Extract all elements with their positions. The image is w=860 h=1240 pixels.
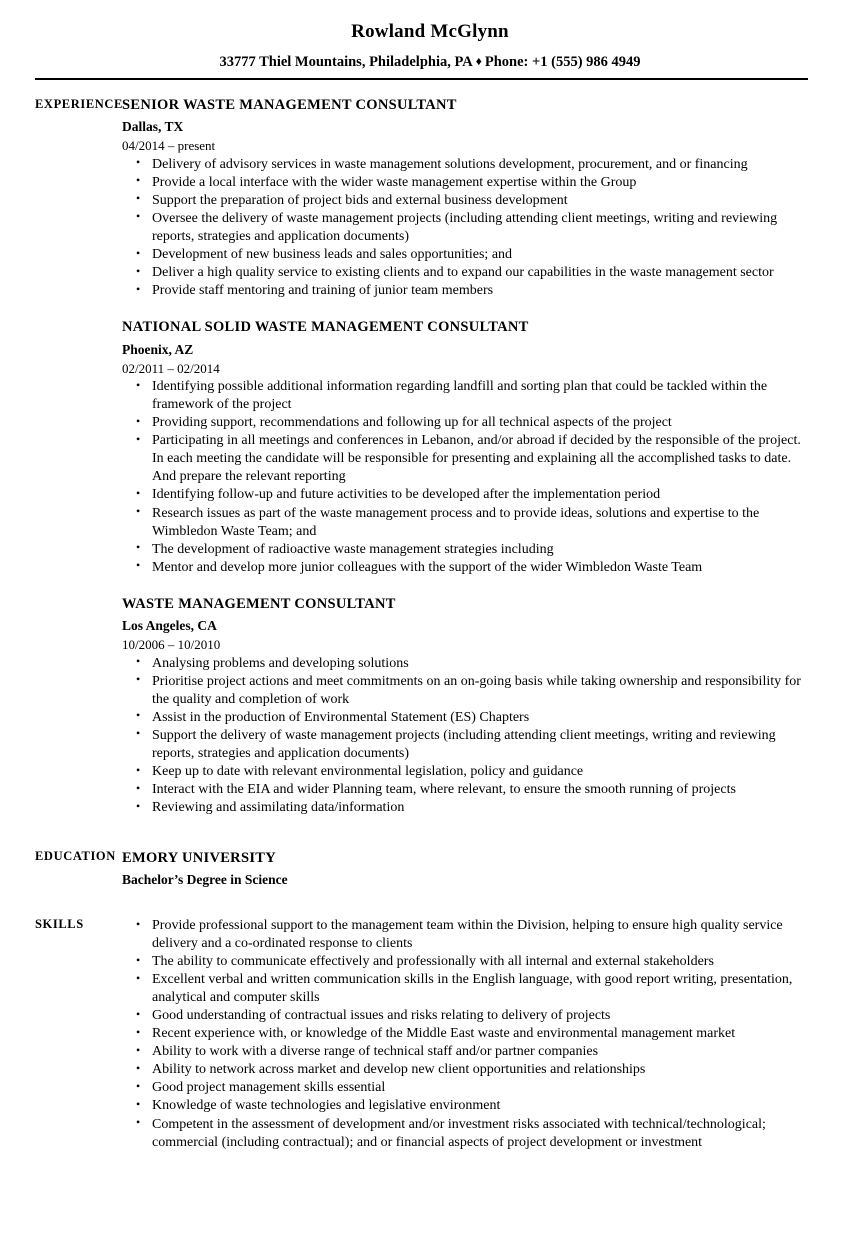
list-item: • Good understanding of contractual issues and risks relating to delivery of projects	[122, 1007, 808, 1025]
education-content	[122, 848, 860, 890]
section-education	[0, 848, 860, 890]
skills-bullet-list	[122, 917, 808, 1152]
section-label-skills: SKILLS	[35, 917, 84, 931]
list-item: • Delivery of advisory services in waste management solutions development, procurement, and or financing	[122, 156, 808, 174]
list-item: • Good project management skills essential	[122, 1079, 808, 1097]
job-dates: 04/2014 – present	[122, 138, 216, 154]
list-item: • Oversee the delivery of waste management projects (including attending client meetings, writing and reviewing reports, strategies and application documents)	[122, 210, 808, 246]
list-item: • Identifying possible additional information regarding landfill and sorting plan that could be tackled within the framework of the project	[122, 378, 808, 414]
list-item: • Ability to network across market and develop new client opportunities and relationships	[122, 1061, 808, 1079]
list-item: • Interact with the EIA and wider Planning team, where relevant, to ensure the smooth running of projects	[122, 781, 808, 799]
job-title: NATIONAL SOLID WASTE MANAGEMENT CONSULTANT	[122, 319, 529, 336]
list-item: • Competent in the assessment of development and/or investment risks associated with technical/technological; commercial (including contractual); and or financial aspects of project development or investment	[122, 1116, 808, 1152]
education-degree: Bachelor’s Degree in Science	[122, 872, 288, 888]
header-rule-container	[0, 78, 860, 80]
list-item: • The ability to communicate effectively and professionally with all internal and external stakeholders	[122, 953, 808, 971]
list-item: • Mentor and develop more junior colleagues with the support of the wider Wimbledon Waste Team	[122, 559, 808, 577]
candidate-address: 33777 Thiel Mountains, Philadelphia, PA	[219, 53, 473, 70]
job-bullet-list	[122, 378, 808, 577]
diamond-separator-icon: ♦	[475, 53, 482, 68]
candidate-phone: Phone: +1 (555) 986 4949	[484, 53, 641, 70]
list-item: • Provide professional support to the management team within the Division, helping to ensure high quality service delivery and a co-ordinated response to clients	[122, 917, 808, 953]
resume-header	[0, 0, 860, 80]
list-item: • Participating in all meetings and conferences in Lebanon, and/or abroad if decided by the responsible of the project. In each meeting the candidate will be responsible for presenting and explaining all the accomplished tasks to date. And prepare the relevant reporting	[122, 432, 808, 486]
list-item: • Analysing problems and developing solutions	[122, 655, 808, 673]
list-item: • Provide staff mentoring and training of junior team members	[122, 282, 808, 300]
experience-job	[122, 595, 808, 817]
list-item: • Prioritise project actions and meet commitments on an on-going basis while taking ownership and responsibility for the quality and completion of work	[122, 673, 808, 709]
candidate-name: Rowland McGlynn	[351, 21, 509, 42]
list-item: • Development of new business leads and sales opportunities; and	[122, 246, 808, 264]
list-item: • Reviewing and assimilating data/information	[122, 799, 808, 817]
section-experience	[0, 96, 860, 817]
experience-job	[122, 318, 808, 577]
list-item: • The development of radioactive waste management strategies including	[122, 541, 808, 559]
education-school: EMORY UNIVERSITY	[122, 850, 277, 867]
experience-content	[122, 96, 860, 817]
list-item: • Deliver a high quality service to existing clients and to expand our capabilities in the waste management sector	[122, 264, 808, 282]
list-item: • Support the preparation of project bids and external business development	[122, 192, 808, 210]
list-item: • Providing support, recommendations and following up for all technical aspects of the project	[122, 414, 808, 432]
list-item: • Research issues as part of the waste management process and to provide ideas, solutions and expertise to the Wimbledon Waste Team; and	[122, 505, 808, 541]
job-location: Phoenix, AZ	[122, 341, 194, 357]
list-item: • Identifying follow-up and future activities to be developed after the implementation period	[122, 486, 808, 504]
candidate-contact-line	[0, 55, 860, 71]
experience-job	[122, 96, 808, 300]
skills-content	[122, 916, 860, 1152]
job-title: WASTE MANAGEMENT CONSULTANT	[122, 595, 396, 612]
list-item: • Keep up to date with relevant environmental legislation, policy and guidance	[122, 763, 808, 781]
list-item: • Provide a local interface with the wider waste management expertise within the Group	[122, 174, 808, 192]
job-bullet-list	[122, 655, 808, 817]
list-item: • Assist in the production of Environmental Statement (ES) Chapters	[122, 709, 808, 727]
resume-body	[0, 96, 860, 1152]
list-item: • Support the delivery of waste management projects (including attending client meetings, writing and reviewing reports, strategies and application documents)	[122, 727, 808, 763]
list-item: • Knowledge of waste technologies and legislative environment	[122, 1097, 808, 1115]
list-item: • Ability to work with a diverse range of technical staff and/or partner companies	[122, 1043, 808, 1061]
list-item: • Recent experience with, or knowledge of the Middle East waste and environmental management market	[122, 1025, 808, 1043]
section-label-experience: EXPERIENCE	[35, 96, 123, 111]
job-location: Los Angeles, CA	[122, 618, 217, 634]
job-title: SENIOR WASTE MANAGEMENT CONSULTANT	[122, 96, 457, 113]
list-item: • Excellent verbal and written communication skills in the English language, with good report writing, presentation, analytical and computer skills	[122, 971, 808, 1007]
job-bullet-list	[122, 156, 808, 300]
job-location: Dallas, TX	[122, 119, 184, 135]
job-dates: 02/2011 – 02/2014	[122, 360, 220, 376]
header-divider	[35, 78, 808, 80]
job-dates: 10/2006 – 10/2010	[122, 637, 221, 653]
section-label-education: EDUCATION	[35, 849, 116, 864]
section-skills	[0, 916, 860, 1152]
